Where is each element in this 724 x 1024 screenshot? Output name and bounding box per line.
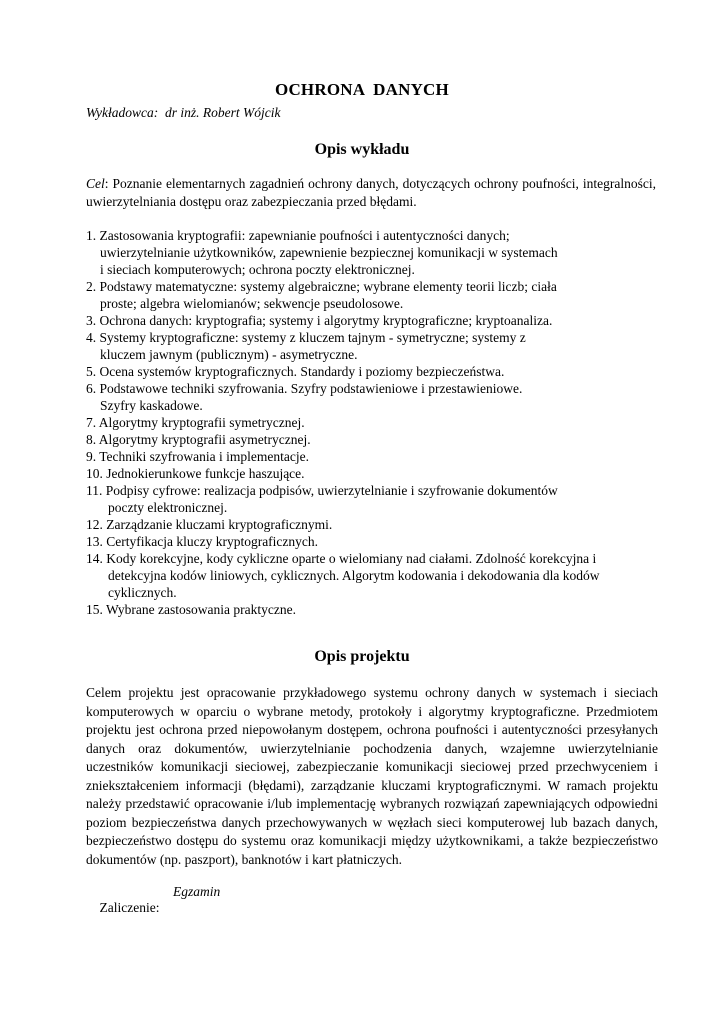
list-item — [86, 533, 658, 550]
project-description: Celem projektu jest opracowanie przykładowego systemu ochrony danych w systemach i sieciach komputerowych w oparciu o wybrane metody, protokoły i algorytmy kryptograficzne. Przedmiotem projektu jest ochrona przed niepowołanym dostępem, ochrona poufności i autentyczności przesyłanych danych oraz dokumentów, uwierzytelnianie pochodzenia danych, wzajemne uwierzytelnianie uczestników komunikacji sieciowej, zabezpieczanie komunikacji sieciowej przed przechwyceniem i zniekształceniem informacji (błędami), zarządzanie kluczami kryptograficznymi. W ramach projektu należy przedstawić opracowanie i/lub implementację wybranych rozwiązań zapewniających odpowiedni poziom bezpieczeństwa danych przechowywanych w węzłach sieci komputerowej lub bazach danych, bezpieczeństwo dostępu do systemu oraz komunikacji między użytkownikami, a także bezpieczeństwo dokumentów (np. paszport), banknotów i kart płatniczych. — [86, 685, 658, 867]
topic-line: poczty elektronicznej. — [108, 500, 228, 515]
grading-value: Egzamin — [173, 884, 221, 899]
topic-line: 5. Ocena systemów kryptograficznych. Standardy i poziomy bezpieczeństwa. — [86, 364, 505, 379]
topic-line: 15. Wybrane zastosowania praktyczne. — [86, 602, 296, 617]
list-item — [86, 329, 658, 363]
list-item — [86, 516, 658, 533]
topic-line: 6. Podstawowe techniki szyfrowania. Szyfry podstawieniowe i przestawieniowe. — [86, 381, 523, 396]
list-item — [86, 431, 658, 448]
list-item — [86, 601, 658, 618]
topic-line: 2. Podstawy matematyczne: systemy algebraiczne; wybrane elementy teorii liczb; ciała — [86, 279, 557, 294]
topic-line: 3. Ochrona danych: kryptografia; systemy i algorytmy kryptograficzne; kryptoanaliza. — [86, 313, 553, 328]
topic-line: 12. Zarządzanie kluczami kryptograficznymi. — [86, 517, 333, 532]
list-item — [86, 312, 658, 329]
document-title: OCHRONA DANYCH — [275, 80, 449, 99]
topic-line: 10. Jednokierunkowe funkcje haszujące. — [86, 466, 305, 481]
topic-line: 8. Algorytmy kryptografii asymetrycznej. — [86, 432, 311, 447]
goal-text: : Poznanie elementarnych zagadnień ochrony danych, dotyczących ochrony poufności, integralności, uwierzytelniania dostępu oraz zabezpieczania przed błędami. — [86, 176, 656, 209]
list-item — [86, 550, 658, 601]
lecture-heading: Opis wykładu — [314, 141, 410, 158]
topic-list — [86, 227, 658, 618]
topic-line: detekcyjna kodów liniowych, cyklicznych. Algorytm kodowania i dekodowania dla kodów — [108, 568, 600, 583]
topic-line: Szyfry kaskadowe. — [100, 398, 203, 413]
topic-line: 1. Zastosowania kryptografii: zapewnianie poufności i autentyczności danych; — [86, 228, 510, 243]
grading-line — [86, 884, 221, 948]
topic-line: 4. Systemy kryptograficzne: systemy z kluczem tajnym - symetryczne; systemy z — [86, 330, 526, 345]
list-item — [86, 482, 658, 516]
list-item — [86, 465, 658, 482]
topic-line: proste; algebra wielomianów; sekwencje pseudolosowe. — [100, 296, 404, 311]
list-item — [86, 414, 658, 431]
topic-line: uwierzytelnianie użytkowników, zapewnienie bezpiecznej komunikacji w systemach — [100, 245, 558, 260]
topic-line: 7. Algorytmy kryptografii symetrycznej. — [86, 415, 305, 430]
grading-label: Zaliczenie: — [99, 900, 160, 915]
goal-label: Cel — [86, 176, 105, 191]
topic-line: kluczem jawnym (publicznym) - asymetryczne. — [100, 347, 358, 362]
topic-line: i sieciach komputerowych; ochrona poczty elektronicznej. — [100, 262, 415, 277]
topic-line: 9. Techniki szyfrowania i implementacje. — [86, 449, 309, 464]
topic-line: 11. Podpisy cyfrowe: realizacja podpisów, uwierzytelnianie i szyfrowanie dokumentów — [86, 483, 558, 498]
list-item — [86, 363, 658, 380]
topic-line: 14. Kody korekcyjne, kody cykliczne oparte o wielomiany nad ciałami. Zdolność korekcyjna i — [86, 551, 597, 566]
lecturer-line: Wykładowca: dr inż. Robert Wójcik — [86, 105, 281, 120]
list-item — [86, 448, 658, 465]
topic-line: 13. Certyfikacja kluczy kryptograficznych. — [86, 534, 319, 549]
list-item — [86, 227, 658, 278]
lecture-goal — [86, 175, 656, 211]
topic-line: cyklicznych. — [108, 585, 177, 600]
list-item — [86, 380, 658, 414]
project-heading: Opis projektu — [314, 648, 410, 665]
list-item — [86, 278, 658, 312]
